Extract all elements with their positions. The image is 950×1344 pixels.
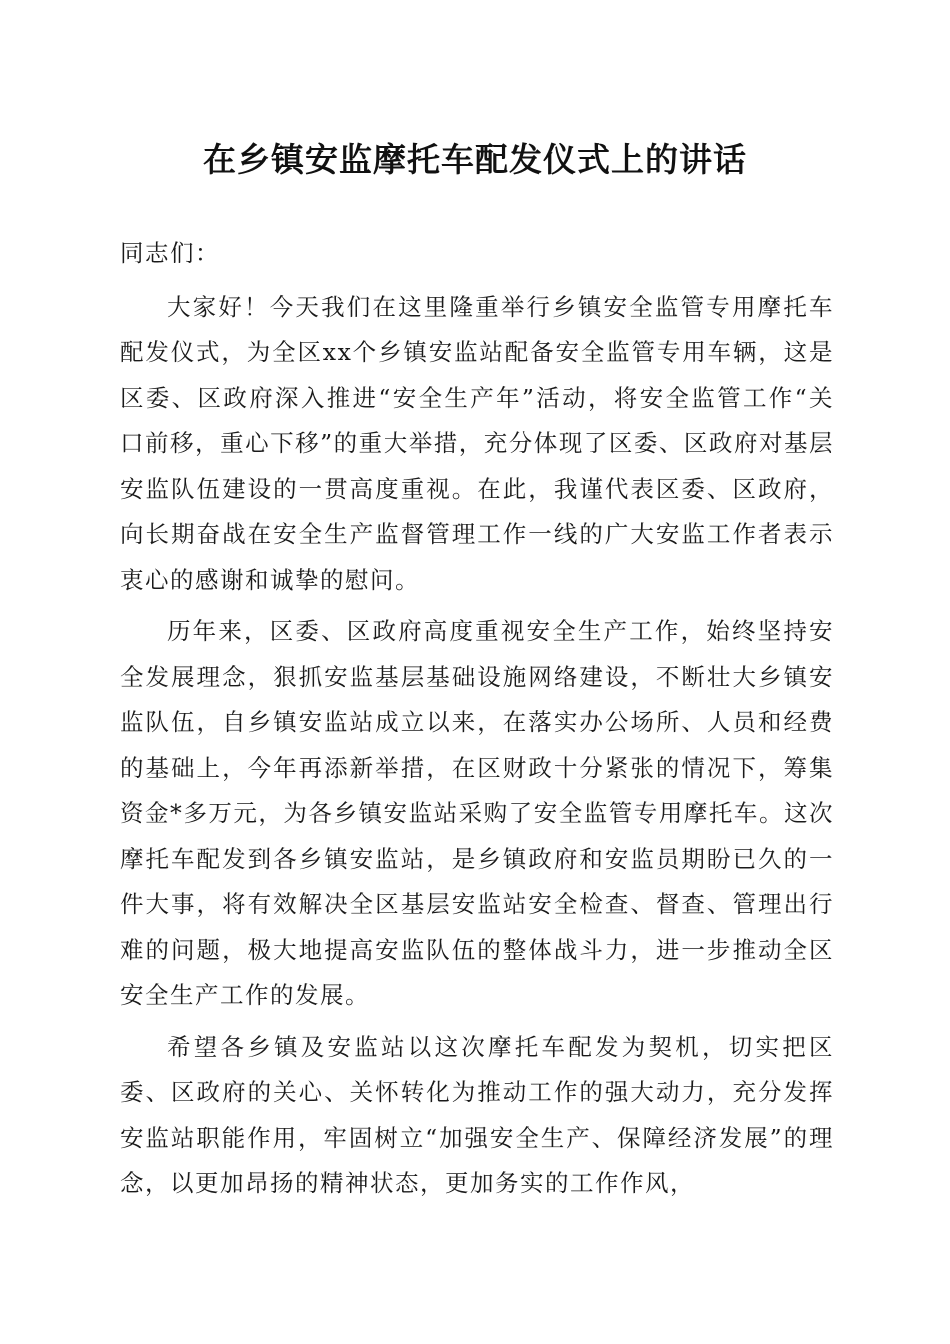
document-title: 在乡镇安监摩托车配发仪式上的讲话 bbox=[203, 140, 747, 179]
paragraph-2: 历年来，区委、区政府高度重视安全生产工作，始终坚持安全发展理念，狠抓安监基层基础设施网络建设，不断壮大乡镇安监队伍，自乡镇安监站成立以来，在落实办公场所、人员和经费的基础上，今年再添新举措，在区财政十分紧张的情况下，筹集资金*多万元，为各乡镇安监站采购了安全监管专用摩托车。这次摩托车配发到各乡镇安监站，是乡镇政府和安监员期盼已久的一件大事，将有效解决全区基层安监站安全检查、督查、管理出行难的问题，极大地提高安监队伍的整体战斗力，进一步推动全区安全生产工作的发展。 bbox=[120, 617, 834, 1009]
salutation: 同志们： bbox=[120, 239, 220, 267]
document-body bbox=[120, 231, 834, 1213]
paragraph-1: 大家好！今天我们在这里隆重举行乡镇安全监管专用摩托车配发仪式，为全区xx个乡镇安监站配备安全监管专用车辆，这是区委、区政府深入推进“安全生产年”活动，将安全监管工作“关口前移，重心下移”的重大举措，充分体现了区委、区政府对基层安监队伍建设的一贯高度重视。在此，我谨代表区委、区政府，向长期奋战在安全生产监督管理工作一线的广大安监工作者表示衷心的感谢和诚挚的慰问。 bbox=[120, 292, 834, 594]
paragraph-3: 希望各乡镇及安监站以这次摩托车配发为契机，切实把区委、区政府的关心、关怀转化为推动工作的强大动力，充分发挥安监站职能作用，牢固树立“加强安全生产、保障经济发展”的理念，以更加昂扬的精神状态，更加务实的工作作风， bbox=[120, 1032, 834, 1197]
